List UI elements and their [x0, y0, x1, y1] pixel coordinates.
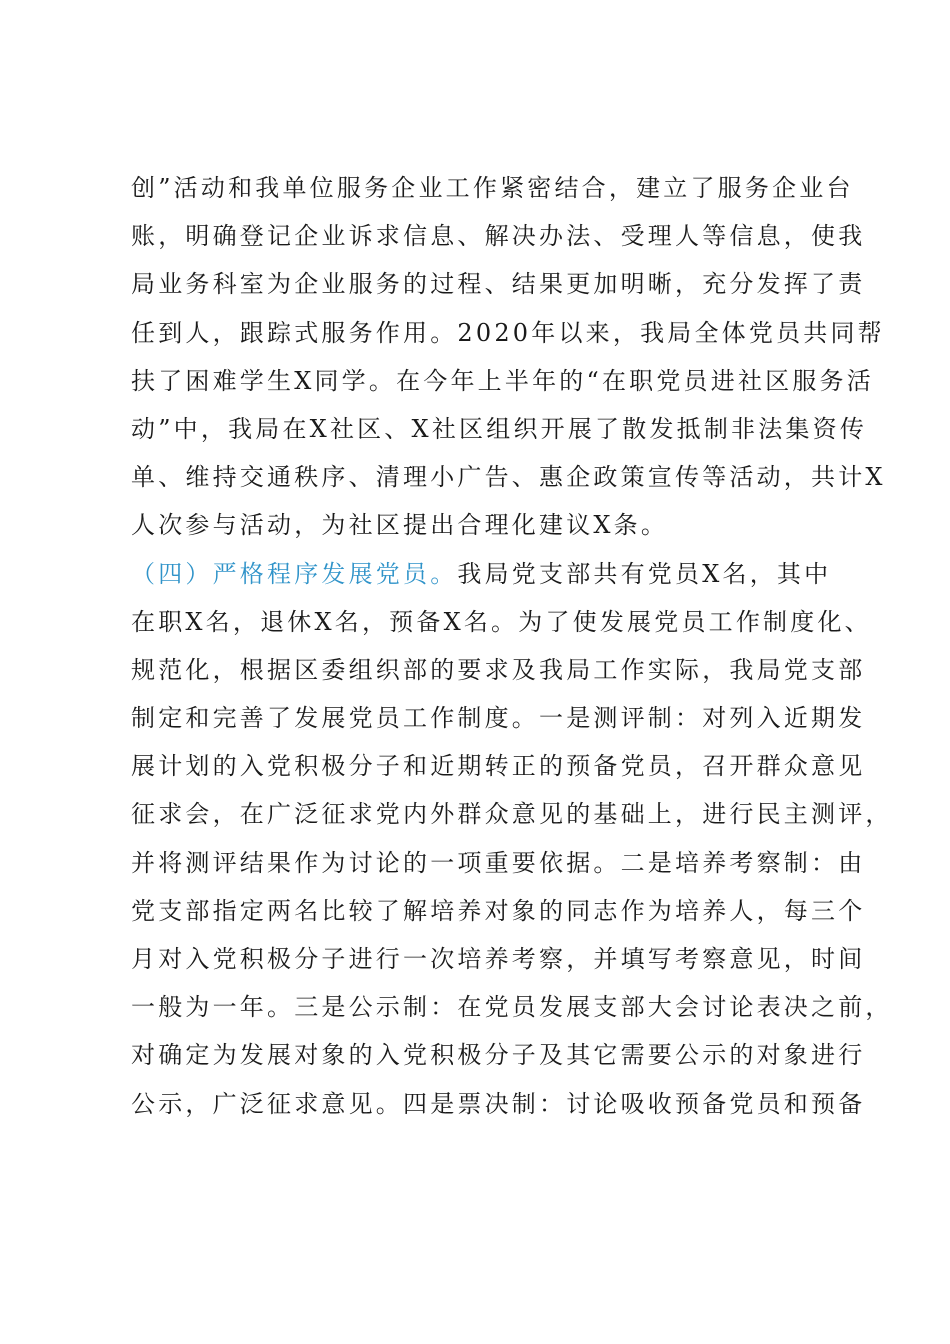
paragraph-2-first-line: [131, 550, 831, 598]
paragraph-2-line-8: 党支部指定两名比较了解培养对象的同志作为培养人，每三个: [131, 896, 866, 925]
paragraph-1-line-6: 动”中，我局在X社区、X社区组织开展了散发抵制非法集资传: [131, 414, 868, 443]
paragraph-1-line-5: 扶了困难学生X同学。在今年上半年的“在职党员进社区服务活: [131, 366, 874, 395]
paragraph-1-line-4: 任到人，跟踪式服务作用。2020年以来，我局全体党员共同帮: [131, 318, 885, 347]
paragraph-1-line-1: 创”活动和我单位服务企业工作紧密结合，建立了服务企业台: [131, 174, 854, 202]
paragraph-2-line-4: 制定和完善了发展党员工作制度。一是测评制：对列入近期发: [131, 704, 866, 733]
paragraph-1-line-2: 账，明确登记企业诉求信息、解决办法、受理人等信息，使我: [131, 222, 866, 251]
paragraph-2-line-3: 规范化，根据区委组织部的要求及我局工作实际，我局党支部: [131, 655, 866, 684]
paragraph-2-line-7: 并将测评结果作为讨论的一项重要依据。二是培养考察制：由: [131, 848, 866, 877]
paragraph-2-line-12: 公示，广泛征求意见。四是票决制：讨论吸收预备党员和预备: [131, 1089, 866, 1118]
paragraph-1-line-3: 局业务科室为企业服务的过程、结果更加明晰，充分发挥了责: [131, 270, 866, 299]
document-body: [131, 164, 893, 1128]
paragraph-2-line-5: 展计划的入党积极分子和近期转正的预备党员，召开群众意见: [131, 752, 866, 781]
paragraph-1-line-8: 人次参与活动，为社区提出合理化建议X条。: [131, 511, 669, 540]
paragraph-2-line-2: 在职X名，退休X名，预备X名。为了使发展党员工作制度化、: [131, 607, 872, 636]
paragraph-2-first-line-text: 我局党支部共有党员X名，其中: [457, 559, 832, 588]
paragraph-1-line-7: 单、维持交通秩序、清理小广告、惠企政策宣传等活动，共计X: [131, 463, 886, 492]
paragraph-2-line-6: 征求会，在广泛征求党内外群众意见的基础上，进行民主测评，: [131, 800, 893, 829]
paragraph-2-line-11: 对确定为发展对象的入党积极分子及其它需要公示的对象进行: [131, 1041, 866, 1070]
section-heading: （四）严格程序发展党员。: [131, 559, 458, 588]
paragraph-2-line-10: 一般为一年。三是公示制：在党员发展支部大会讨论表决之前，: [131, 993, 893, 1022]
paragraph-2-line-9: 月对入党积极分子进行一次培养考察，并填写考察意见，时间: [131, 945, 866, 973]
